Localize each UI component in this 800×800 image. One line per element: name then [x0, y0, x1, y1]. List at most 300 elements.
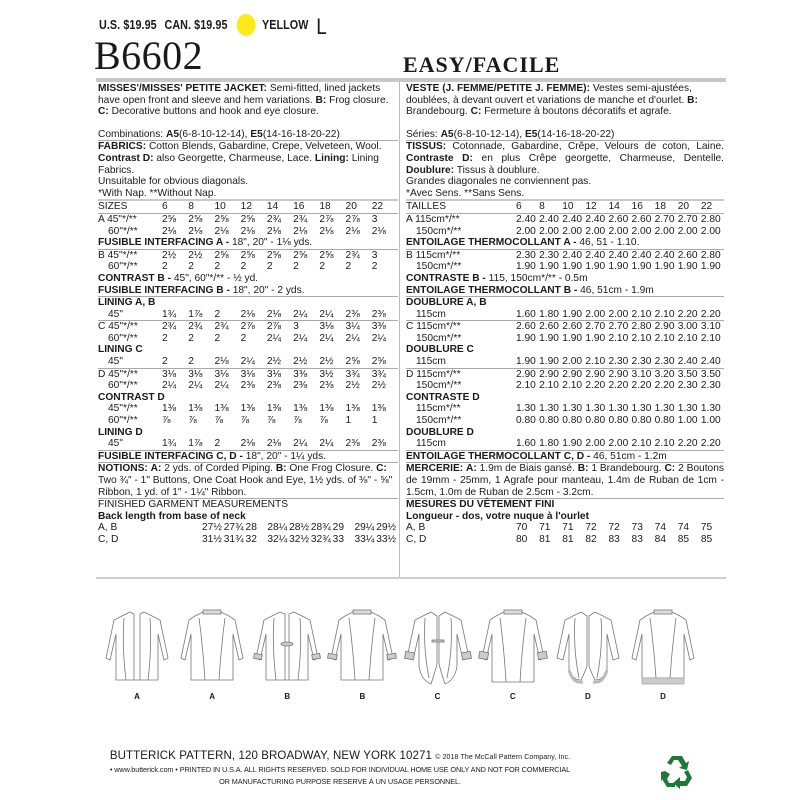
cell: 2⅝	[319, 249, 334, 261]
nap-note: *Avec Sens. **Sans Sens.	[406, 187, 525, 199]
cell: 1.90	[562, 308, 583, 320]
lining-c-heading: LINING C	[98, 344, 143, 356]
size-cell: 12	[585, 201, 597, 213]
cell: 2¾	[162, 321, 177, 333]
cell: 1.90	[585, 261, 606, 273]
cell: 2⅞	[240, 321, 255, 333]
color-dot-icon	[236, 14, 255, 36]
cell: 1.90	[562, 438, 583, 450]
cell: 2.80	[700, 213, 721, 225]
finished-heading: MESURES DU VÊTEMENT FINI	[406, 499, 555, 511]
jacket-front-icon	[100, 608, 174, 688]
combo-code: A5	[165, 128, 179, 140]
illustration-c-front	[401, 608, 475, 708]
size-cell: 16	[293, 201, 305, 213]
size-cell: 18	[319, 201, 331, 213]
table-row	[98, 249, 398, 262]
cell: 2.40	[654, 249, 675, 261]
cell: 1⅜	[371, 403, 386, 415]
table-row	[406, 356, 724, 368]
lining-text: Tissus à doublure.	[456, 164, 540, 176]
recycle-icon	[660, 754, 694, 790]
cell: 2.10	[677, 332, 698, 344]
cell: 0.80	[631, 415, 652, 427]
contrast-b	[406, 273, 724, 285]
notions-label: MERCERIE:	[406, 463, 464, 475]
view-label: B	[284, 692, 291, 701]
cell: 2	[188, 332, 194, 344]
copyright: © 2018 The McCall Pattern Company, Inc.	[435, 754, 571, 761]
footer	[100, 750, 580, 786]
cell: 2⅝	[214, 213, 229, 225]
cell: 1.00	[700, 415, 721, 427]
row-label: C 115cm*/**	[406, 321, 461, 333]
cell: 28¾	[310, 522, 331, 534]
cell: 32¾	[310, 533, 331, 545]
series	[406, 129, 724, 141]
row-label: 60"*/**	[108, 332, 138, 344]
cell: 2⅜	[240, 380, 255, 392]
size-cell: 14	[266, 201, 279, 213]
cell: 3⅜	[293, 368, 308, 380]
view-label: C	[434, 692, 441, 701]
cell: 3⅛	[266, 368, 282, 380]
cell: 3.10	[631, 368, 652, 380]
cell: 2.90	[562, 368, 583, 380]
contrast-text: also Georgette, Charmeuse, Lace.	[156, 152, 313, 164]
row-label: 150cm*/**	[416, 380, 462, 392]
contrast-b-text: 45", 60"*/** - ½ yd.	[173, 272, 259, 284]
cell: 2.40	[516, 213, 536, 225]
cell: 2⅛	[345, 225, 360, 237]
row-label: 60"*/**	[108, 225, 138, 237]
cell: 2	[293, 261, 299, 273]
fusible-label: ENTOILAGE THERMOCOLLANT B -	[406, 284, 578, 296]
size-cell: 20	[677, 201, 690, 213]
cell: 2.30	[677, 380, 698, 392]
combo-sizes: (14-16-18-20-22)	[537, 128, 615, 140]
cell: 2.90	[654, 321, 675, 333]
fusible-cd	[406, 450, 724, 463]
size-cell: 6	[516, 201, 522, 213]
cell: 2.00	[608, 225, 629, 237]
fusible-text: 18", 20" - 1¼ yds.	[245, 450, 327, 462]
cell: 71	[562, 522, 574, 534]
cell: 2½	[345, 380, 360, 392]
jacket-front-icon	[401, 608, 475, 688]
cell: 1⅞	[188, 308, 203, 320]
cell: 1⅞	[188, 438, 203, 450]
cell: 1.00	[677, 415, 698, 427]
sizes-label: TAILLES	[406, 201, 447, 213]
contrast-b	[98, 273, 398, 285]
fabrics	[406, 140, 724, 176]
cell: 1.30	[654, 403, 675, 415]
cell: 2¼	[293, 308, 308, 320]
canada-price: CAN. $19.95	[164, 18, 228, 32]
usage-line: OR MANUFACTURING PURPOSE RESERVE Á UN USAGE PERSONNEL.	[219, 777, 461, 786]
cell: 3⅛	[319, 321, 334, 333]
jacket-back-icon	[626, 608, 700, 688]
cell: 2¾	[345, 249, 360, 261]
cell: 2	[240, 261, 247, 273]
row-label: 115cm	[416, 356, 446, 368]
contrast-b-text: 115, 150cm*/** - 0.5m	[488, 272, 588, 284]
cell: 3.20	[654, 368, 675, 380]
row-label: 60"*/**	[108, 380, 138, 392]
sizes-header-row	[406, 199, 724, 213]
cell: 3.50	[677, 368, 698, 380]
table-row	[406, 249, 724, 262]
cell: 2	[240, 332, 247, 344]
cell: 3⅜	[371, 321, 386, 333]
cell: ⅞	[293, 415, 302, 427]
cell: 2½	[162, 249, 177, 261]
cell: 2.30	[654, 356, 675, 368]
notions-a-label: A:	[150, 463, 162, 475]
fusible-text: 46, 51 - 1.10.	[579, 237, 640, 249]
cell: 2⅜	[371, 308, 386, 320]
notions	[98, 462, 398, 498]
cell: 2.40	[631, 249, 652, 261]
cell: 2⅛	[371, 225, 386, 237]
table-row	[98, 380, 398, 392]
cell: 3⅛	[240, 368, 255, 380]
illustration-d-back	[626, 608, 700, 708]
notions-a-text: 1.9m de Biais gansé.	[479, 463, 575, 475]
fusible-a	[98, 237, 398, 249]
notions-b-text: One Frog Closure.	[289, 463, 374, 475]
cell: 1	[371, 415, 378, 427]
cell: 2.10	[516, 380, 536, 392]
cell: 2.40	[608, 249, 629, 261]
cell: 3.00	[677, 321, 698, 333]
nap-note: *With Nap. **Without Nap.	[98, 187, 217, 199]
cell: 2⅜	[371, 438, 386, 450]
description-title: MISSES'/MISSES' PETITE JACKET:	[98, 83, 268, 94]
cell: 2.90	[585, 368, 606, 380]
column-divider	[399, 82, 400, 577]
cell: 2.00	[631, 225, 652, 237]
cell: 2.40	[562, 249, 583, 261]
row-label: 150cm*/**	[416, 225, 462, 237]
cell: 2⅛	[188, 225, 203, 237]
cell: 2⅜	[293, 380, 308, 392]
cell: 2	[214, 332, 221, 344]
cell: 2¼	[162, 380, 177, 392]
cell: 0.80	[562, 415, 583, 427]
cell: 2½	[319, 356, 334, 368]
cell: 2⅝	[266, 249, 282, 261]
cell: 2¼	[293, 438, 308, 450]
combo-code: E5	[524, 128, 538, 140]
cell: 31½	[202, 533, 222, 545]
cell: 2	[319, 261, 325, 273]
cell: 3⅛	[188, 368, 203, 380]
notions-b-text: 1 Brandebourg.	[591, 463, 662, 475]
row-label: A, B	[406, 522, 426, 534]
cell: 2⅝	[371, 356, 386, 368]
cell: 27½	[202, 522, 222, 534]
series-label: Séries:	[406, 128, 438, 140]
cell: 1¾	[162, 438, 177, 450]
cell: 73	[631, 522, 643, 534]
table-row	[406, 522, 724, 534]
contrast-label: Contraste D:	[406, 152, 473, 164]
cell: 2½	[188, 249, 203, 261]
cell: 2¼	[293, 332, 308, 344]
cell: 1.90	[562, 332, 583, 344]
back-length-heading: Back length from base of neck	[98, 510, 246, 522]
cell: 2¼	[266, 332, 282, 344]
notions-b-label: B:	[275, 463, 287, 475]
cell: 0.80	[585, 415, 606, 427]
cell: 1⅜	[293, 403, 308, 415]
publisher-line	[100, 750, 580, 762]
fabrics-text: Cotton Blends, Gabardine, Crepe, Velveteen, Wool.	[148, 141, 382, 153]
cell: 2.90	[516, 368, 536, 380]
view-label: A	[134, 692, 140, 701]
size-cell: 16	[631, 201, 643, 213]
cell: 1.90	[700, 261, 721, 273]
cell: 2⅝	[214, 249, 229, 261]
finished-measurements	[98, 498, 398, 545]
cell: 1.90	[608, 261, 629, 273]
cell: 2⅜	[345, 438, 360, 450]
fusible-text: 18", 20" - 2 yds.	[232, 284, 305, 296]
cell: 1.30	[677, 403, 698, 415]
illustration-b-front	[250, 608, 324, 708]
cell: 2	[162, 261, 168, 273]
cell: 83	[631, 533, 643, 545]
size-cell: 8	[539, 201, 545, 213]
cell: 1.60	[516, 308, 536, 320]
cell: 1.90	[539, 332, 559, 344]
cell: 2⅛	[162, 225, 177, 237]
cell: ⅞	[162, 415, 171, 427]
size-cell: 8	[188, 201, 194, 213]
table-row	[406, 320, 724, 333]
view-c-text: Fermeture à boutons décoratifs et agrafe.	[484, 106, 672, 118]
cell: 3	[371, 213, 378, 225]
content-bottom-divider	[96, 577, 726, 579]
row-label: 45"*/**	[108, 403, 138, 415]
cell: 75	[700, 522, 713, 534]
cell: 3	[371, 249, 378, 261]
combinations	[98, 129, 398, 141]
cell: 31¾	[223, 533, 244, 545]
cell: 32	[245, 533, 257, 545]
row-label: A 45"*/**	[98, 213, 137, 225]
cell: 2.20	[700, 438, 721, 450]
cell: 29¼	[354, 522, 375, 534]
cell: ⅞	[266, 415, 276, 427]
cell: 2¾	[293, 213, 308, 225]
cell: 1.90	[539, 261, 559, 273]
cell: 0.80	[608, 415, 629, 427]
lining-ab-heading: LINING A, B	[98, 296, 398, 309]
size-cell: 22	[371, 201, 384, 213]
description-text: Vestes semi-ajustées, doublées, à devant ouvert et variations de manche et d'ourlet.	[406, 83, 692, 106]
size-cell: 14	[608, 201, 620, 213]
row-label: B 45"*/**	[98, 249, 138, 261]
cell: 2¾	[266, 213, 282, 225]
row-label: B 115cm*/**	[406, 249, 461, 261]
illustration-a-front	[100, 608, 174, 708]
cell: 2.00	[539, 225, 559, 237]
table-row	[98, 261, 398, 273]
english-column	[98, 83, 398, 546]
cell: 2.40	[677, 356, 698, 368]
combo-code: E5	[250, 128, 263, 140]
cell: 1.30	[631, 403, 652, 415]
cell: 2⅛	[266, 308, 282, 320]
row-label: D 45"*/**	[98, 368, 138, 380]
cell: 3¼	[345, 321, 360, 333]
cell: 2.10	[539, 380, 559, 392]
cell: 2⅝	[240, 249, 255, 261]
row-label: C, D	[406, 533, 427, 545]
table-row	[406, 534, 724, 546]
cell: 1⅜	[266, 403, 282, 415]
cell: 2⅛	[240, 225, 255, 237]
description-text: Semi-fitted, lined jackets have open front and sleeve and hem variations.	[98, 83, 381, 106]
description-title: VESTE (J. FEMME/PETITE J. FEMME):	[406, 83, 590, 94]
cell: 2¼	[319, 438, 334, 450]
lining-ab-heading: DOUBLURE A, B	[406, 296, 724, 309]
illustration-b-back	[325, 608, 399, 708]
cell: 2¼	[319, 332, 334, 344]
cell: 2.40	[539, 213, 559, 225]
contrast-label: Contrast D:	[98, 152, 154, 164]
cell: 2.80	[631, 321, 652, 333]
row-label: 115cm*/**	[416, 403, 461, 415]
table-row	[98, 522, 398, 534]
cell: 3	[293, 321, 299, 333]
cell: 2¼	[345, 332, 360, 344]
cell: 3¾	[371, 368, 386, 380]
table-row	[98, 320, 398, 333]
cell: 2.10	[585, 356, 606, 368]
fusible-text: 18", 20" - 1⅛ yds.	[231, 237, 313, 249]
contrast-b-label: CONTRASTE B -	[406, 272, 486, 284]
cell: 2⅝	[293, 249, 308, 261]
cell: 28¼	[267, 522, 288, 534]
cell: 33½	[376, 533, 397, 545]
lining-d-heading: LINING D	[98, 426, 143, 438]
cell: 2⅞	[266, 321, 282, 333]
row-label: 60"*/**	[108, 415, 138, 427]
row-label: C 45"*/**	[98, 321, 138, 333]
description	[98, 83, 398, 118]
fusible-label: FUSIBLE INTERFACING A -	[98, 237, 230, 249]
cell: 2.20	[677, 308, 698, 320]
publisher-address: BUTTERICK PATTERN, 120 BROADWAY, NEW YORK 10271	[109, 750, 432, 762]
cell: 2	[188, 356, 194, 368]
table-row	[98, 356, 398, 368]
contrast-text: en plus Crêpe georgette, Charmeuse, Dentelle.	[481, 152, 724, 164]
cell: 2⅛	[240, 308, 255, 320]
cell: 2⅞	[345, 213, 360, 225]
cell: 2½	[371, 380, 386, 392]
cell: 29½	[376, 522, 397, 534]
cell: 2.40	[585, 249, 606, 261]
cell: 3.10	[700, 321, 721, 333]
cell: 2	[214, 261, 221, 273]
cell: 1.90	[539, 356, 559, 368]
notions-a-label: A:	[466, 463, 477, 475]
unsuitable-note: Unsuitable for obvious diagonals.	[98, 176, 249, 188]
cell: 2.40	[562, 213, 583, 225]
cell: 2⅛	[214, 225, 229, 237]
contrast-b-label: CONTRAST B -	[98, 272, 172, 284]
cell: 2.10	[631, 308, 652, 320]
cell: 2.80	[700, 249, 721, 261]
cell: 2¾	[214, 321, 229, 333]
row-label: D 115cm*/**	[406, 368, 461, 380]
fusible-a	[406, 237, 724, 249]
cell: 2⅝	[162, 213, 177, 225]
cell: 0.80	[516, 415, 536, 427]
cell: ⅞	[214, 415, 223, 427]
cell: 2.10	[700, 332, 721, 344]
cell: 2.60	[677, 249, 698, 261]
cell: 2.30	[516, 249, 536, 261]
notions-c-label: C:	[376, 463, 387, 475]
cell: 3.50	[700, 368, 721, 380]
us-price: U.S. $19.95	[99, 18, 157, 32]
notions	[406, 462, 724, 498]
cell: 1.90	[677, 261, 698, 273]
view-label: C	[509, 692, 516, 701]
row-label: 150cm*/**	[416, 332, 462, 344]
cell: 2	[371, 261, 378, 273]
cell: 1.90	[585, 332, 606, 344]
cell: 2.00	[562, 225, 583, 237]
cell: 2.60	[608, 213, 629, 225]
cell: 71	[539, 522, 551, 534]
table-row	[406, 226, 724, 238]
cell: 2¼	[214, 380, 229, 392]
difficulty-label: EASY/FACILE	[403, 52, 561, 77]
row-label: 60"*/**	[108, 261, 138, 273]
cell: 2.00	[608, 438, 629, 450]
table-row	[98, 534, 398, 546]
cell: 2.10	[631, 438, 652, 450]
unsuitable-note: Grandes diagonales ne conviennent pas.	[406, 176, 592, 188]
cell: 2.20	[608, 380, 629, 392]
cell: 2⅝	[188, 213, 203, 225]
row-label: 150cm*/**	[416, 415, 462, 427]
notions-b-label: B:	[577, 463, 589, 475]
cell: 2.00	[608, 308, 629, 320]
cell: 1⅜	[240, 403, 255, 415]
cell: ⅞	[319, 415, 328, 427]
cell: 1.90	[516, 332, 536, 344]
cell: 1⅜	[162, 403, 177, 415]
cell: 2	[162, 332, 168, 344]
view-b-label: B:	[687, 94, 698, 106]
view-c-label: C:	[98, 106, 109, 118]
cell: 33¼	[354, 533, 375, 545]
size-cell: 10	[214, 201, 226, 213]
fusible-label: FUSIBLE INTERFACING B -	[98, 284, 230, 296]
cell: 2.30	[608, 356, 629, 368]
jacket-front-icon	[551, 608, 625, 688]
cell: 2.00	[585, 438, 606, 450]
contrast-d-heading: CONTRASTE D	[406, 391, 480, 403]
cell: 2.70	[677, 213, 698, 225]
